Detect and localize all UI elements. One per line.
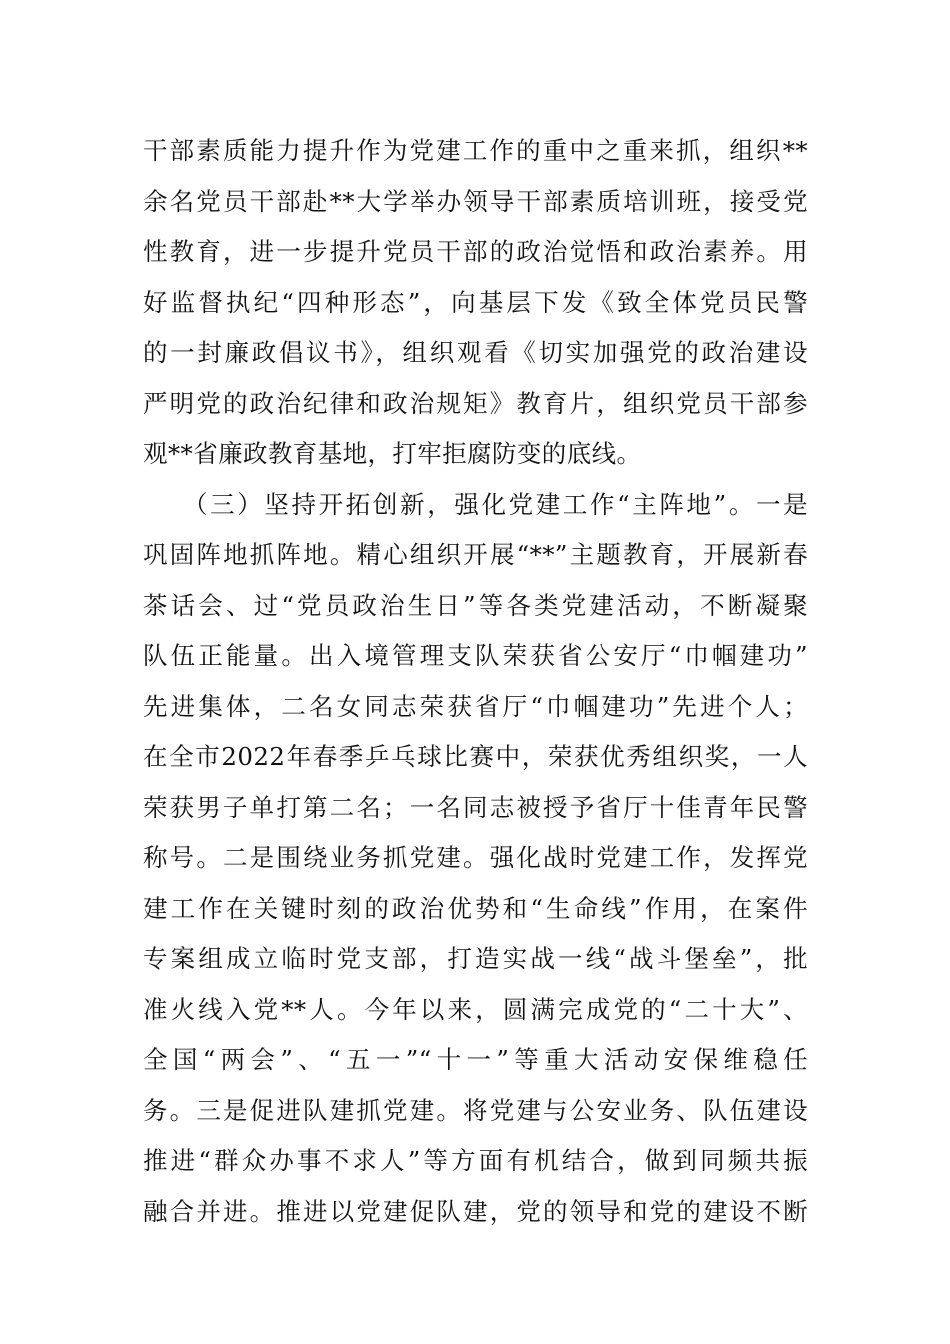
text-line-indented: （三）坚持开拓创新，强化党建工作“主阵地”。一是: [183, 489, 808, 519]
text-line: 务。三是促进队建抓党建。将党建与公安业务、队伍建设: [143, 1095, 808, 1125]
text-line: 好监督执纪“四种形态”，向基层下发《致全体党员民警: [143, 287, 808, 317]
text-line: 先进集体，二名女同志荣获省厅“巾帼建功”先进个人；: [143, 691, 808, 721]
paragraph-1: [143, 126, 808, 480]
text-line: 准火线入党**人。今年以来，圆满完成党的“二十大”、: [143, 994, 808, 1024]
text-line: 的一封廉政倡议书》，组织观看《切实加强党的政治建设: [143, 338, 808, 367]
text-line: 全国“两会”、“五一”“十一”等重大活动安保维稳任: [143, 1045, 808, 1074]
text-line: 专案组成立临时党支部，打造实战一线“战斗堡垒”，批: [143, 944, 808, 973]
text-line: 称号。二是围绕业务抓党建。强化战时党建工作，发挥党: [143, 843, 808, 872]
text-line: 茶话会、过“党员政治生日”等各类党建活动，不断凝聚: [143, 590, 808, 620]
text-line: 推进“群众办事不求人”等方面有机结合，做到同频共振: [143, 1146, 808, 1175]
body-text: [143, 126, 808, 1237]
text-line: 荣获男子单打第二名；一名同志被授予省厅十佳青年民警: [143, 792, 808, 822]
text-line: 融合并进。推进以党建促队建，党的领导和党的建设不断: [143, 1196, 808, 1226]
text-line: 在全市2022年春季乒乓球比赛中，荣获优秀组织奖，一人: [143, 742, 808, 771]
paragraph-2: [143, 480, 808, 1238]
text-line: 观**省廉政教育基地，打牢拒腐防变的底线。: [143, 439, 642, 468]
text-line: 建工作在关键时刻的政治优势和“生命线”作用，在案件: [143, 893, 808, 923]
text-line: 干部素质能力提升作为党建工作的重中之重来抓，组织**: [143, 136, 808, 165]
text-line: 严明党的政治纪律和政治规矩》教育片，组织党员干部参: [143, 388, 808, 418]
text-line: 队伍正能量。出入境管理支队荣获省公安厅“巾帼建功”: [143, 641, 808, 670]
text-line: 余名党员干部赴**大学举办领导干部素质培训班，接受党: [143, 186, 808, 216]
text-line: 性教育，进一步提升党员干部的政治觉悟和政治素养。用: [143, 237, 808, 266]
text-line: 巩固阵地抓阵地。精心组织开展“**”主题教育，开展新春: [143, 540, 808, 569]
